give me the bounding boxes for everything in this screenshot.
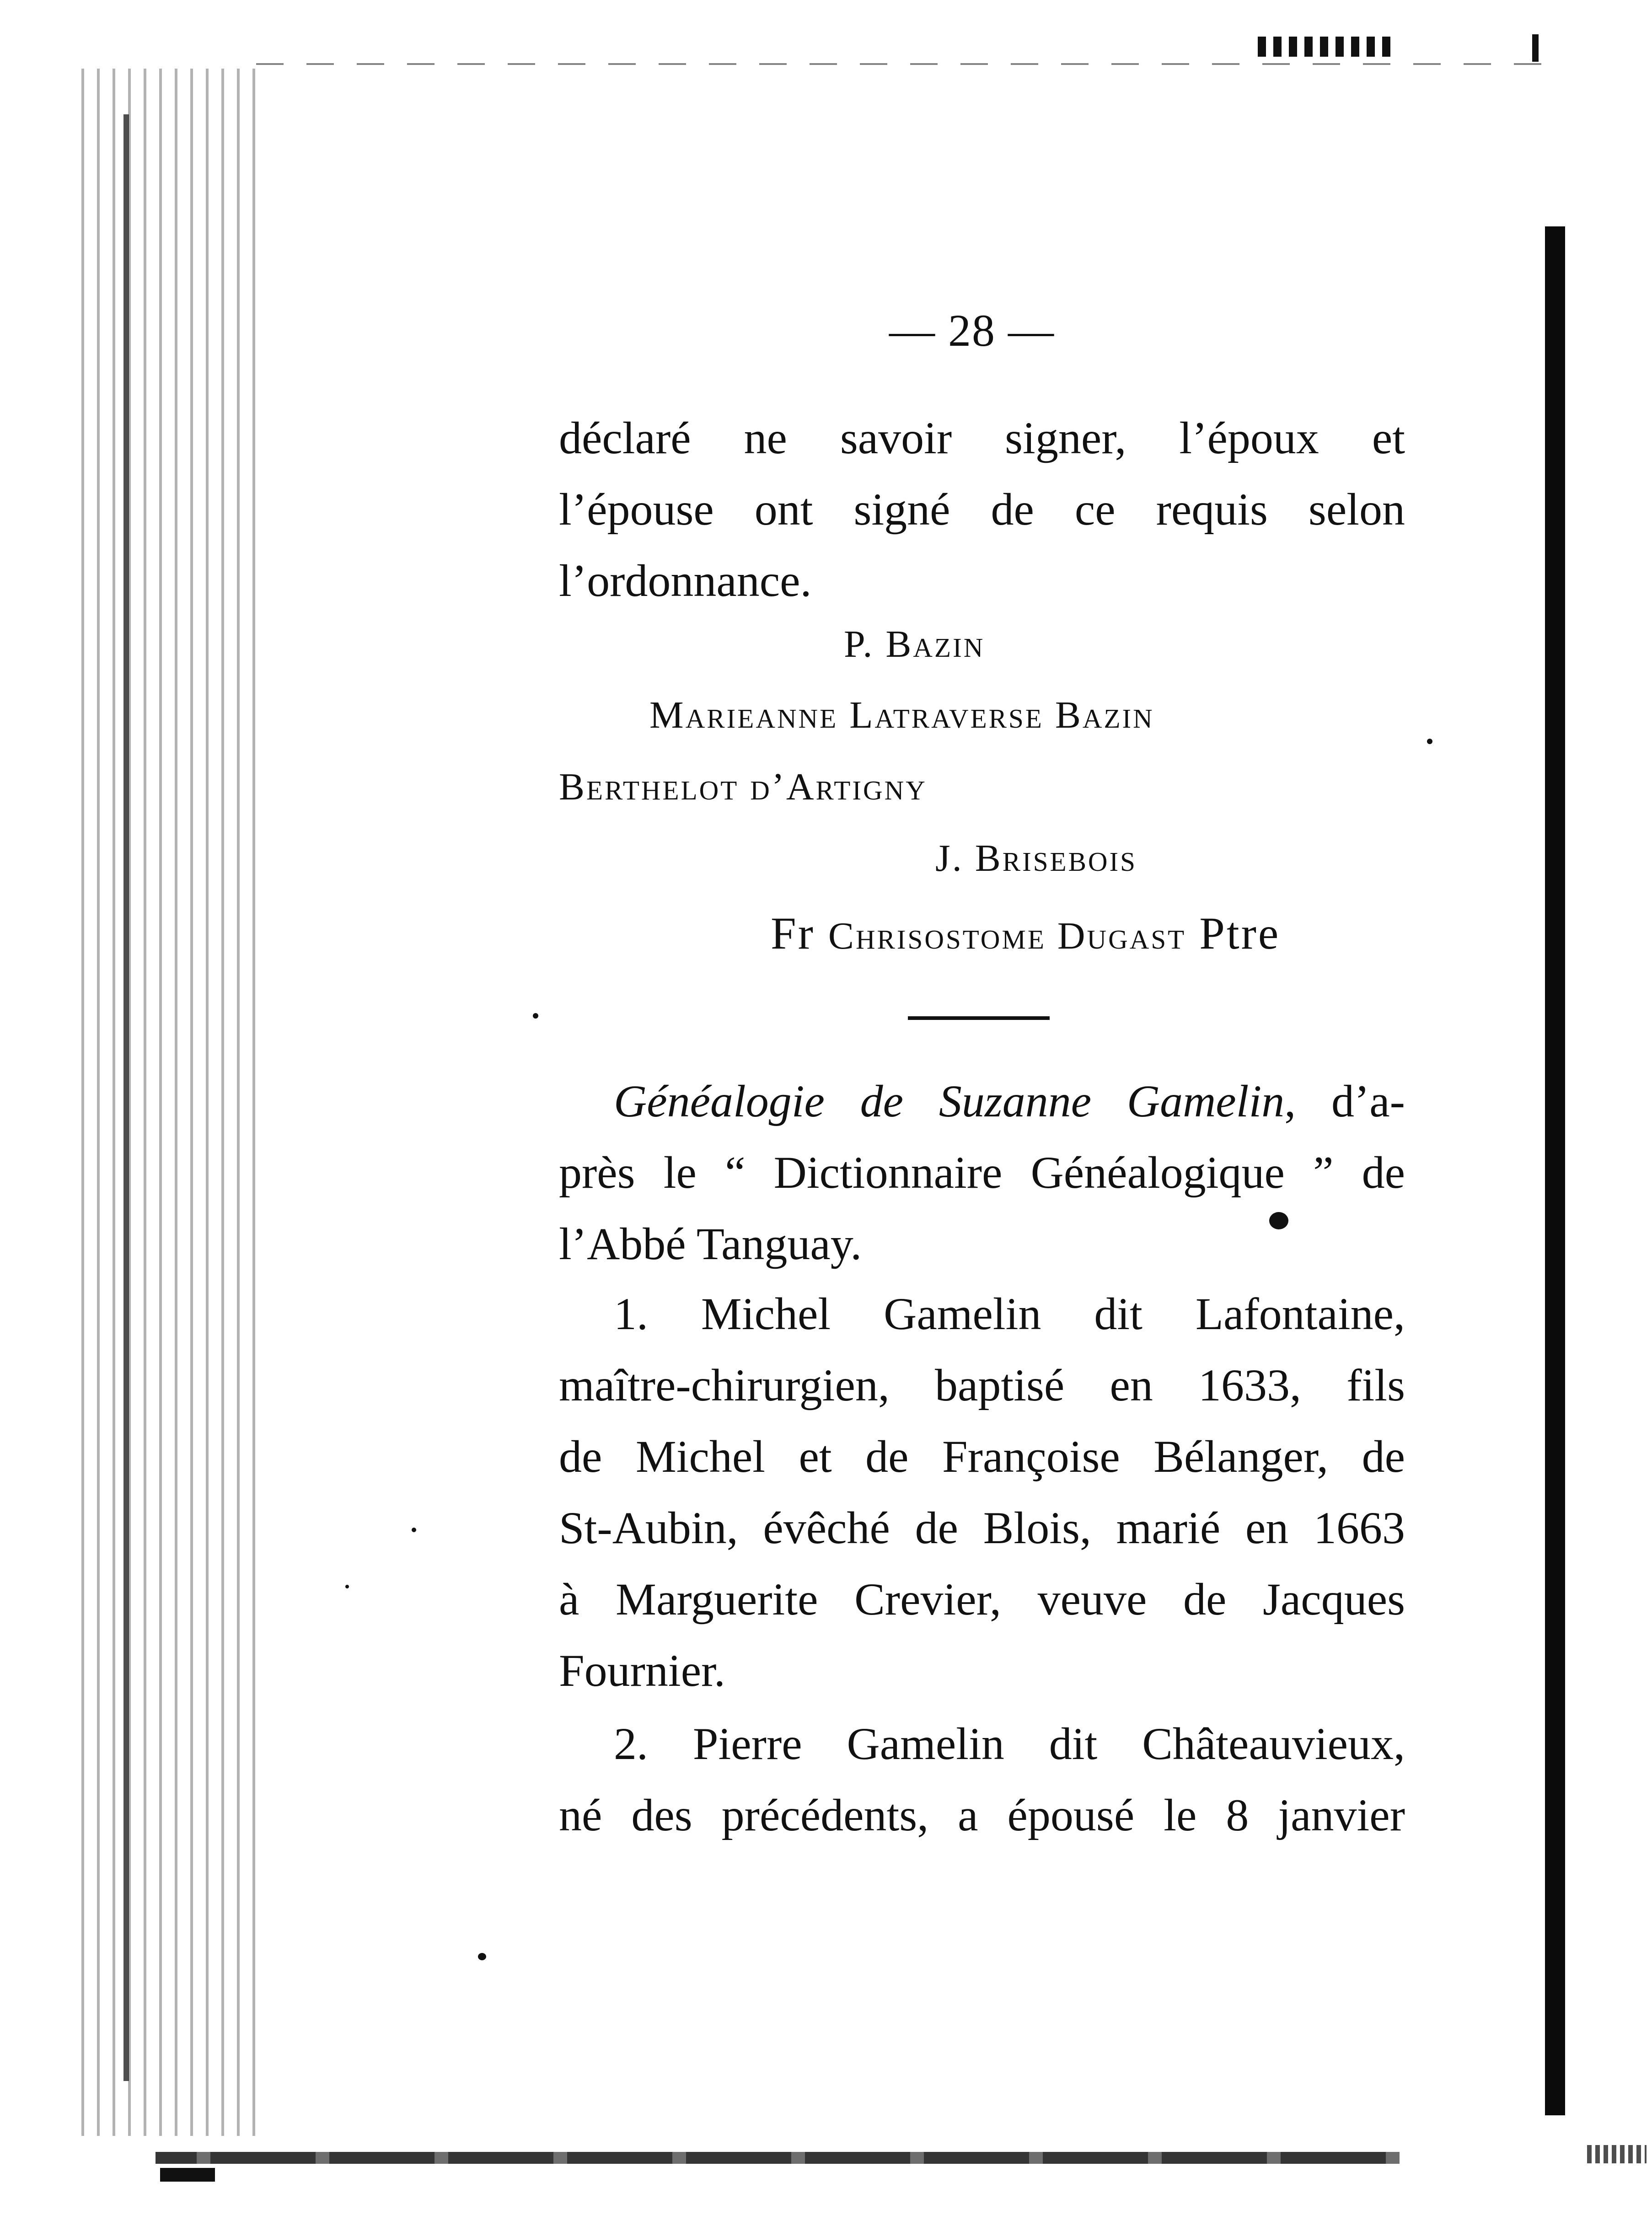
text-line: 2. Pierre Gamelin dit Châteauvieux, (614, 1718, 1405, 1769)
ink-speck (533, 1013, 538, 1019)
signature-prefix: Fr (771, 908, 828, 959)
ink-speck (412, 1528, 416, 1532)
text-line: maître-chirurgien, baptisé en 1633, fils (559, 1360, 1405, 1411)
ink-speck (345, 1585, 349, 1588)
text-line: l’Abbé Tanguay. (559, 1218, 862, 1269)
signature-j-brisebois: J. Brisebois (935, 837, 1137, 880)
ink-speck (1427, 739, 1432, 744)
text-fragment: , d’a- (1284, 1076, 1405, 1126)
text-line: déclaré ne savoir signer, l’époux et (559, 413, 1405, 463)
scan-mark-top (1258, 37, 1395, 57)
genealogy-intro (559, 1066, 1405, 1280)
text-line: né des précédents, a épousé le 8 janvier (559, 1790, 1405, 1840)
signature-chrisostome-dugast (771, 907, 1280, 960)
genealogy-entry-1 (559, 1278, 1405, 1706)
scanned-page-edges-left (69, 69, 261, 2136)
genealogy-entry-2 (559, 1708, 1405, 1851)
scan-mark-top-right (1532, 34, 1539, 62)
scan-mark-bottom-right (1587, 2145, 1647, 2163)
scanned-page-edge-right (1545, 226, 1565, 2115)
text-line: Fournier. (559, 1645, 725, 1696)
genealogy-title: Généalogie de Suzanne Gamelin (614, 1076, 1285, 1126)
text-line: de Michel et de Françoise Bélanger, de (559, 1431, 1405, 1482)
text-line: près le “ Dictionnaire Généalogique ” de (559, 1147, 1405, 1198)
scan-mark-bottom-left (160, 2168, 215, 2182)
signature-berthelot-dartigny: Berthelot d’Artigny (559, 766, 927, 808)
page-number: — 28 — (889, 305, 1055, 356)
signature-suffix: Ptre (1186, 908, 1281, 959)
text-line: St-Aubin, évêché de Blois, marié en 1663 (559, 1502, 1405, 1553)
signature-name: Chrisostome Dugast (828, 915, 1186, 957)
text-line: l’épouse ont signé de ce requis selon (559, 484, 1405, 535)
ink-speck (478, 1953, 486, 1960)
text-line: à Marguerite Crevier, veuve de Jacques (559, 1574, 1405, 1625)
scanned-bottom-edge (156, 2152, 1400, 2164)
text-line: l’ordonnance. (559, 555, 812, 606)
signature-marieanne-latraverse-bazin: Marieanne Latraverse Bazin (649, 694, 1154, 736)
signature-p-bazin: P. Bazin (844, 623, 985, 665)
text-line: 1. Michel Gamelin dit Lafontaine, (614, 1288, 1405, 1339)
text-line (559, 1066, 1405, 1137)
section-divider (908, 1016, 1050, 1020)
scanned-binding-line (123, 114, 129, 2081)
paragraph-continuation (559, 402, 1405, 617)
scanned-top-edge (256, 63, 1555, 65)
